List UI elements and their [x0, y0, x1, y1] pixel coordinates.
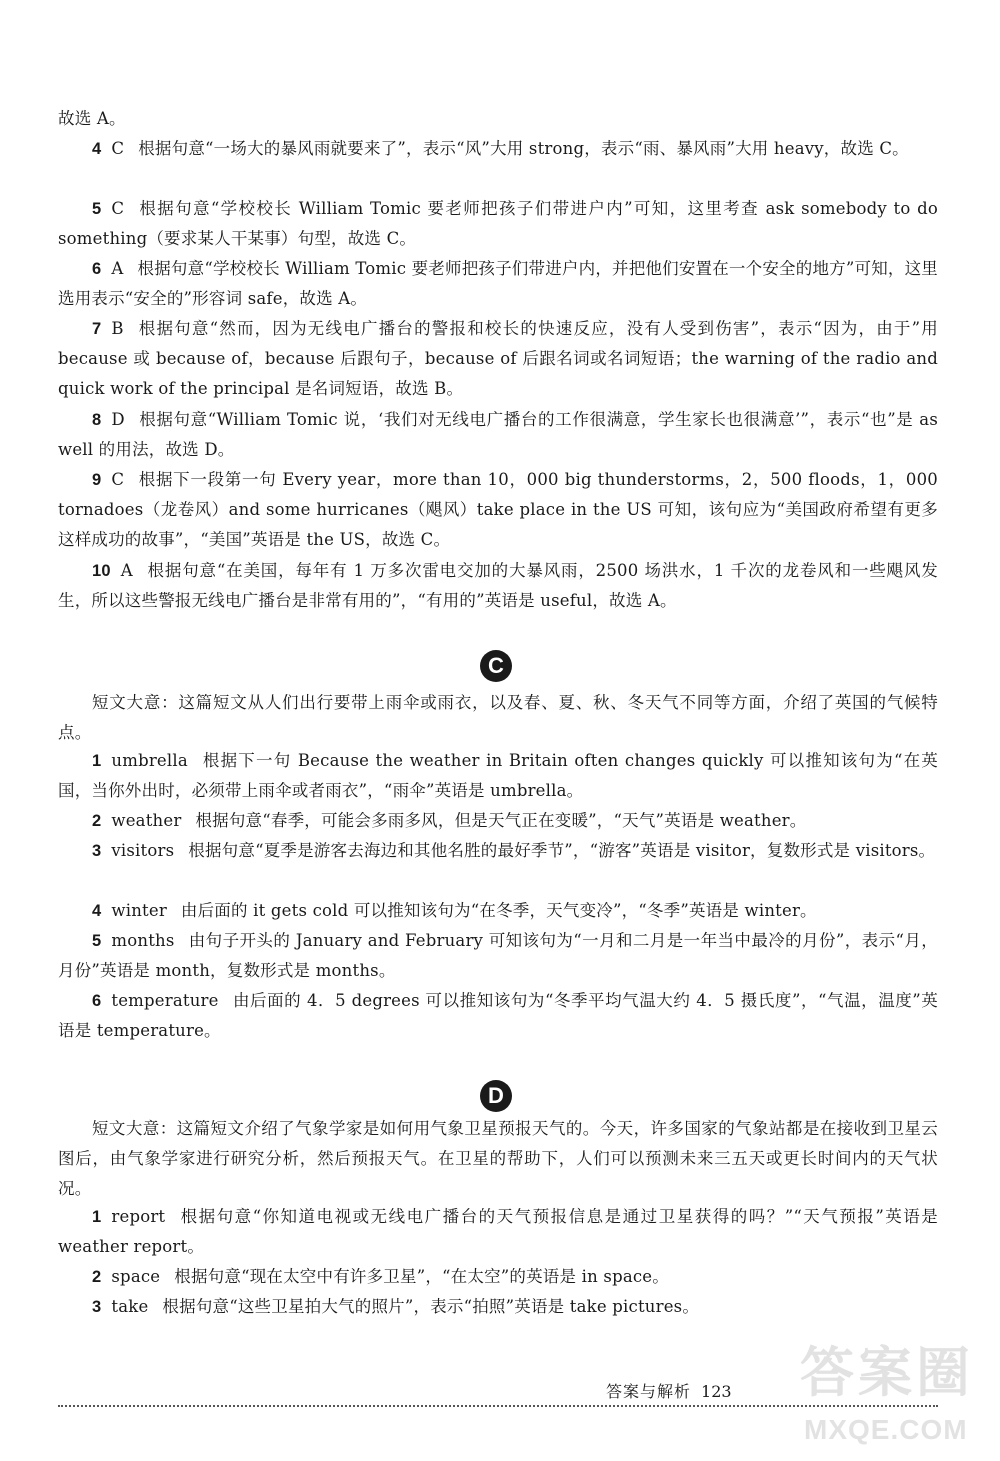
item-number: 5 — [92, 200, 102, 218]
item-answer: report — [111, 1207, 166, 1226]
item-explanation: 由后面的 it gets cold 可以推知该句为“在冬季，天气变冷”，“冬季”英语是 winter。 — [180, 901, 817, 920]
page-number: 123 — [701, 1382, 732, 1401]
item-explanation: 根据句意“这些卫星拍大气的照片”，表示“拍照”英语是 take pictures。 — [162, 1297, 700, 1316]
item-answer: visitors — [111, 841, 175, 860]
site-watermark-logo — [800, 1338, 990, 1456]
answer-item-c-2 — [58, 806, 938, 836]
item-explanation: 根据句意“在美国，每年有 1 万多次雷电交加的大暴风雨，2500 场洪水，1 千次的龙卷风和一些飓风发生，所以这些警报无线电广播台是非常有用的”，“有用的”英语是 useful，故选 A。 — [58, 561, 938, 610]
section-c-badge: C — [480, 650, 512, 682]
item-answer: weather — [111, 811, 182, 830]
item-answer: A — [111, 259, 124, 278]
item-answer: space — [111, 1267, 161, 1286]
item-answer: umbrella — [111, 751, 188, 770]
summary-text: 短文大意：这篇短文介绍了气象学家是如何用气象卫星预报天气的。今天，许多国家的气象站都是在接收到卫星云图后，由气象学家进行研究分析，然后预报天气。在卫星的帮助下，人们可以预测未来三五天或更长时间内的天气状况。 — [58, 1119, 938, 1198]
item-explanation: 根据句意“William Tomic 说，‘我们对无线电广播台的工作很满意，学生家长也很满意’”，表示“也”是 as well 的用法，故选 D。 — [58, 410, 938, 459]
footer-label: 答案与解析 — [606, 1382, 692, 1401]
item-explanation: 根据句意“现在太空中有许多卫星”，“在太空”的英语是 in space。 — [174, 1267, 669, 1286]
answer-item-c-6 — [58, 986, 938, 1046]
answer-item-c-3 — [58, 836, 938, 866]
item-explanation: 根据下一句 Because the weather in Britain often changes quickly 可以推知该句为“在英国，当你外出时，必须带上雨伞或者雨衣”，“雨伞”英语是 umbrella。 — [58, 751, 938, 800]
item-explanation: 根据句意“一场大的暴风雨就要来了”，表示“风”大用 strong，表示“雨、暴风雨”大用 heavy，故选 C。 — [138, 139, 909, 158]
watermark-top-text: 答案圈 — [800, 1341, 974, 1404]
item-answer: B — [111, 319, 124, 338]
item-answer: C — [111, 139, 125, 158]
item-number: 1 — [92, 752, 102, 770]
answer-item-b-4 — [58, 134, 938, 164]
answer-item-b-8 — [58, 405, 938, 465]
item-explanation: 根据句意“学校校长 William Tomic 要老师把孩子们带进户内”可知，这里考查 ask somebody to do something（要求某人干某事）句型，故选 C。 — [58, 199, 938, 248]
item-number: 3 — [92, 1298, 102, 1316]
item-explanation: 根据句意“夏季是游客去海边和其他名胜的最好季节”，“游客”英语是 visitor，复数形式是 visitors。 — [188, 841, 936, 860]
answer-item-c-4 — [58, 896, 938, 926]
item-explanation: 由句子开头的 January and February 可知该句为“一月和二月是一年当中最冷的月份”，表示“月，月份”英语是 month，复数形式是 months。 — [58, 931, 938, 980]
item-number: 5 — [92, 932, 102, 950]
item-number: 2 — [92, 812, 102, 830]
answer-item-d-3 — [58, 1292, 938, 1322]
answer-item-b-6 — [58, 254, 938, 314]
item-number: 6 — [92, 992, 102, 1010]
answer-item-c-1 — [58, 746, 938, 806]
item-answer: winter — [111, 901, 167, 920]
item-answer: C — [111, 199, 125, 218]
item-explanation: 根据句意“然而，因为无线电广播台的警报和校长的快速反应，没有人受到伤害”，表示“因为，由于”用 because 或 because of，because 后跟句子，because of 后跟名词或名词短语；the warning of the radio and quick work of the principal 是名词短语，故选 B。 — [58, 319, 938, 398]
item-answer: C — [111, 470, 125, 489]
item-explanation: 根据下一段第一句 Every year，more than 10，000 big thunderstorms，2，500 floods，1，000 tornadoes（龙卷风）and some hurricanes（飓风）take place in the US 可知，该句应为“美国政府希望有更多这样成功的故事”，“美国”英语是 the US，故选 C。 — [58, 470, 938, 549]
section-d-summary — [58, 1114, 938, 1204]
item-answer: A — [120, 561, 133, 580]
answer-item-b-7 — [58, 314, 938, 404]
item-explanation: 由后面的 4．5 degrees 可以推知该句为“冬季平均气温大约 4．5 摄氏度”，“气温，温度”英语是 temperature。 — [58, 991, 938, 1040]
item-answer: take — [111, 1297, 149, 1316]
answer-item-b-10 — [58, 556, 938, 616]
item-answer: temperature — [111, 991, 219, 1010]
watermark-bottom-text: MXQE.COM — [804, 1414, 968, 1445]
section-c-summary — [58, 688, 938, 748]
summary-text: 短文大意：这篇短文从人们出行要带上雨伞或雨衣，以及春、夏、秋、冬天气不同等方面，介绍了英国的气候特点。 — [58, 693, 938, 742]
intro-end-text: 故选 A。 — [58, 109, 126, 128]
item-answer: D — [111, 410, 125, 429]
page-footer — [606, 1379, 732, 1402]
answer-item-d-1 — [58, 1202, 938, 1262]
item-number: 9 — [92, 471, 102, 489]
answer-item-d-2 — [58, 1262, 938, 1292]
item-number: 4 — [92, 902, 102, 920]
answer-item-c-5 — [58, 926, 938, 986]
item-answer: months — [111, 931, 175, 950]
item-number: 10 — [92, 562, 111, 580]
item-number: 8 — [92, 411, 102, 429]
answer-item-b-5 — [58, 194, 938, 254]
item-number: 1 — [92, 1208, 102, 1226]
answer-item-b-9 — [58, 465, 938, 555]
section-b-intro-end — [58, 104, 938, 134]
item-number: 4 — [92, 140, 102, 158]
item-number: 7 — [92, 320, 102, 338]
item-number: 3 — [92, 842, 102, 860]
item-explanation: 根据句意“春季，可能会多雨多风，但是天气正在变暖”，“天气”英语是 weather。 — [195, 811, 807, 830]
section-d-badge: D — [480, 1080, 512, 1112]
item-explanation: 根据句意“学校校长 William Tomic 要老师把孩子们带进户内，并把他们安置在一个安全的地方”可知，这里选用表示“安全的”形容词 safe，故选 A。 — [58, 259, 938, 308]
item-explanation: 根据句意“你知道电视或无线电广播台的天气预报信息是通过卫星获得的吗？”“天气预报”英语是 weather report。 — [58, 1207, 938, 1256]
item-number: 2 — [92, 1268, 102, 1286]
item-number: 6 — [92, 260, 102, 278]
